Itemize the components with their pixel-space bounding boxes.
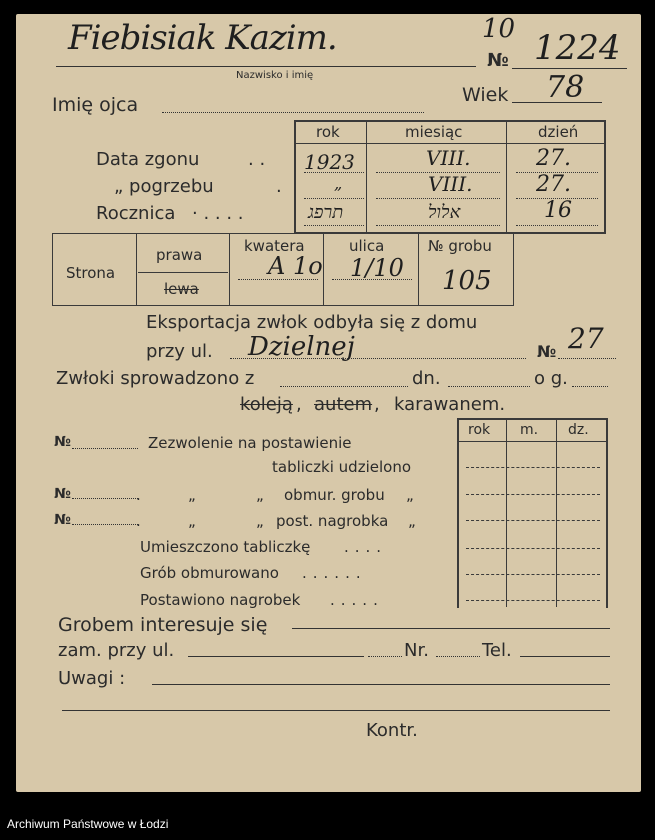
location-col-line-2 xyxy=(229,234,230,305)
dates-col-line-2 xyxy=(506,122,507,232)
anniversary-month: אלול xyxy=(428,202,461,223)
placed-plate-dots: .... xyxy=(344,538,388,556)
name-line xyxy=(56,66,476,67)
tombstone-set-label: Postawiono nagrobek xyxy=(140,591,301,609)
dates-row-line-7 xyxy=(304,225,364,226)
means-car: autem xyxy=(314,394,373,415)
permits-row-line-3 xyxy=(466,520,600,521)
dates-header-line xyxy=(296,143,604,144)
side-left: lewa xyxy=(164,280,199,298)
permits-col-year: rok xyxy=(468,422,491,438)
burial-month: VIII. xyxy=(428,172,473,196)
death-date-dots: . . xyxy=(248,149,266,170)
street-label: ulica xyxy=(349,237,385,255)
father-line xyxy=(162,112,424,113)
residing-label: zam. przy ul. xyxy=(58,640,175,661)
remarks-line-2 xyxy=(62,710,610,711)
number-value: 1224 xyxy=(534,28,621,68)
export-line1: Eksportacja zwłok odbyła się z domu xyxy=(146,312,478,333)
transport-day-line xyxy=(448,386,530,387)
burial-date-label: „ pogrzebu xyxy=(114,176,214,197)
transport-label: Zwłoki sprowadzono z xyxy=(56,368,255,389)
dates-row-line-4 xyxy=(304,198,364,199)
death-date-label: Data zgonu xyxy=(96,149,200,170)
quarter-value: A 1o xyxy=(268,252,323,280)
permit-ditto-2a: „ xyxy=(188,486,196,504)
record-card xyxy=(16,14,641,792)
dates-col-year: rok xyxy=(316,123,340,141)
permit-ditto-2c: „ xyxy=(406,486,414,504)
permits-col-line-2 xyxy=(556,419,557,607)
control-label: Kontr. xyxy=(366,720,418,741)
permit-line2: tabliczki udzielono xyxy=(272,458,411,476)
burial-day: 27. xyxy=(536,172,571,197)
location-col-line-4 xyxy=(418,234,419,305)
burial-date-dots: . xyxy=(276,176,282,197)
permit-line1: Zezwolenie na postawienie xyxy=(148,434,352,452)
permit-ditto-3a: „ xyxy=(188,512,196,530)
quarter-label: kwatera xyxy=(244,237,305,255)
permits-row-line-1 xyxy=(466,467,600,468)
transport-hour-label: o g. xyxy=(534,368,568,389)
name-value: Fiebisiak Kazim. xyxy=(68,18,337,58)
permits-col-day: dz. xyxy=(568,422,589,438)
permit-no-line-3 xyxy=(72,524,138,525)
location-col-line-1 xyxy=(136,234,137,305)
location-col-line-3 xyxy=(323,234,324,305)
number-top: 10 xyxy=(482,14,516,44)
walling-label: obmur. grobu xyxy=(284,486,385,504)
permit-ditto-2b: „ xyxy=(256,486,264,504)
permit-dot-2: . xyxy=(136,486,141,504)
burial-year: „ xyxy=(334,174,343,193)
permits-right-border xyxy=(606,418,608,608)
means-comma-1: , xyxy=(296,394,302,415)
age-line xyxy=(512,102,602,103)
residing-line-2 xyxy=(368,656,402,657)
transport-hour-line xyxy=(572,386,608,387)
death-month: VIII. xyxy=(426,146,471,170)
father-label: Imię ojca xyxy=(52,94,139,116)
grave-label: № grobu xyxy=(428,237,492,255)
permit-ditto-3b: „ xyxy=(256,512,264,530)
anniversary-year: תרפג xyxy=(308,202,344,223)
dates-row-line-9 xyxy=(516,225,598,226)
placed-plate-label: Umieszczono tabliczkę xyxy=(140,538,311,556)
dates-row-line-8 xyxy=(376,225,500,226)
name-label: Nazwisko i imię xyxy=(236,70,314,81)
export-at-street: przy ul. xyxy=(146,341,213,362)
residing-line xyxy=(188,656,364,657)
street-value: 1/10 xyxy=(350,254,404,282)
tel-line xyxy=(520,656,610,657)
nr-line xyxy=(436,656,480,657)
anniversary-label: Rocznica xyxy=(96,203,176,224)
anniversary-day: 16 xyxy=(544,198,572,223)
age-value: 78 xyxy=(546,70,585,105)
tel-label: Tel. xyxy=(482,640,512,661)
street-line xyxy=(332,279,412,280)
dates-col-line-1 xyxy=(366,122,367,232)
export-no-label: № xyxy=(537,342,557,361)
number-label: № xyxy=(487,50,509,71)
tombstone-label: post. nagrobka xyxy=(276,512,389,530)
interested-label: Grobem interesuje się xyxy=(58,614,268,636)
remarks-label: Uwagi : xyxy=(58,668,126,689)
archive-caption: Archiwum Państwowe w Łodzi xyxy=(7,817,169,831)
location-side-divider xyxy=(138,272,228,273)
permits-row-line-5 xyxy=(466,574,600,575)
dates-col-month: miesiąc xyxy=(405,123,463,141)
permits-row-line-6 xyxy=(466,600,600,601)
remarks-line-1 xyxy=(152,684,610,685)
number-line xyxy=(512,68,627,69)
walled-dots: ...... xyxy=(302,564,367,582)
nr-label: Nr. xyxy=(404,640,429,661)
quarter-line xyxy=(238,279,318,280)
permit-no-line-2 xyxy=(72,498,138,499)
permit-ditto-3c: „ xyxy=(408,512,416,530)
permits-col-line-1 xyxy=(506,419,507,607)
permits-row-line-2 xyxy=(466,494,600,495)
export-no-value: 27 xyxy=(568,322,604,355)
death-day: 27. xyxy=(536,146,571,171)
side-right: prawa xyxy=(156,246,203,264)
transport-from-line xyxy=(280,386,408,387)
permit-no-2: № xyxy=(54,486,71,502)
dates-col-day: dzień xyxy=(538,123,579,141)
death-year: 1923 xyxy=(304,150,355,174)
export-street-value: Dzielnej xyxy=(248,332,355,362)
walled-label: Grób obmurowano xyxy=(140,564,279,582)
permits-col-month: m. xyxy=(520,422,539,438)
anniversary-dots: · . . . . xyxy=(192,203,244,224)
means-hearse: karawanem. xyxy=(394,394,506,415)
dates-row-line-5 xyxy=(376,198,500,199)
permits-left-border xyxy=(457,418,459,608)
age-label: Wiek xyxy=(462,84,509,106)
permit-no-3: № xyxy=(54,512,71,528)
transport-day-label: dn. xyxy=(412,368,441,389)
permits-row-line-4 xyxy=(466,548,600,549)
grave-value: 105 xyxy=(442,266,492,296)
export-street-line xyxy=(230,358,526,359)
means-rail: koleją xyxy=(240,394,293,415)
tombstone-set-dots: ..... xyxy=(330,591,384,609)
means-comma-2: , xyxy=(374,394,380,415)
interested-line xyxy=(292,628,610,629)
permit-dot-3: . xyxy=(136,512,141,530)
permit-no-line-1 xyxy=(72,448,138,449)
export-no-line xyxy=(558,358,616,359)
permit-no-1: № xyxy=(54,434,71,450)
side-label: Strona xyxy=(66,264,116,282)
